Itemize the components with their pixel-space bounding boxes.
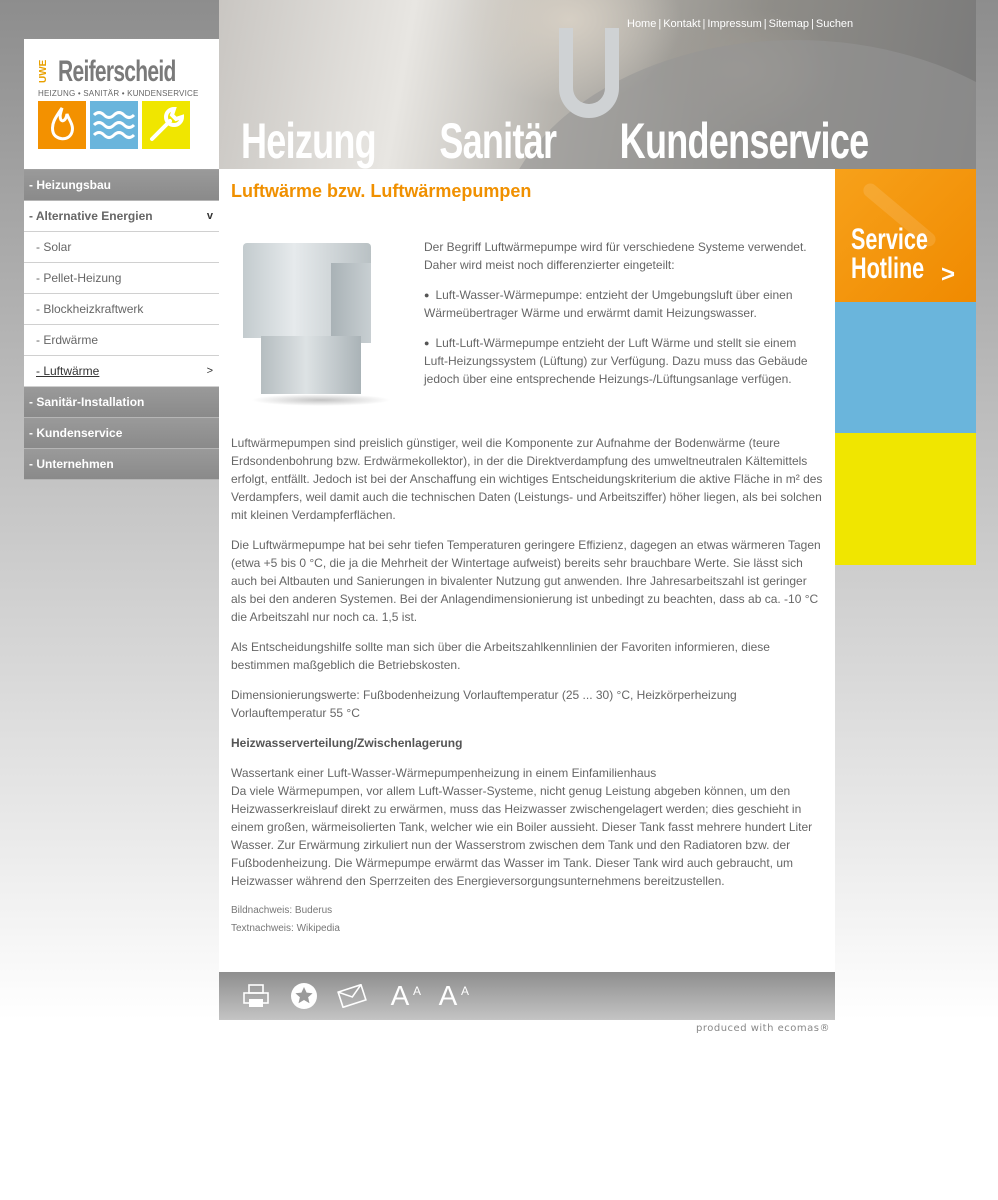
top-nav-sitemap[interactable]: Sitemap xyxy=(768,18,809,30)
email-icon[interactable] xyxy=(337,981,367,1011)
top-nav-home[interactable]: Home xyxy=(627,18,657,30)
bullet-luft-wasser: ● Luft-Wasser-Wärmepumpe: entzieht der Umgebungsluft über einen Wärmeübertrager Wärme und erwärmt damit Heizungswasser. xyxy=(231,286,823,322)
image-credit: Bildnachweis: Buderus xyxy=(231,905,333,916)
main-content xyxy=(219,169,835,972)
print-icon[interactable] xyxy=(241,981,271,1011)
sidebar-nav xyxy=(24,170,219,480)
header-banner xyxy=(219,0,976,169)
service-hotline-banner[interactable] xyxy=(835,169,976,302)
sidebar-item-unternehmen[interactable]: - Unternehmen xyxy=(24,449,219,480)
headline-kundenservice: Kundenservice xyxy=(619,113,869,169)
heat-pump-image xyxy=(231,238,401,428)
font-increase-icon[interactable]: A A xyxy=(438,980,469,1011)
water-icon xyxy=(90,101,138,149)
subheading-heizwasser: Heizwasserverteilung/Zwischenlagerung xyxy=(231,736,463,750)
logo-tagline: HEIZUNG • SANITÄR • KUNDENSERVICE xyxy=(38,89,199,98)
sidebar-item-kundenservice[interactable]: - Kundenservice xyxy=(24,418,219,449)
top-nav-impressum[interactable]: Impressum xyxy=(707,18,762,30)
paragraph-effizienz: Die Luftwärmepumpe hat bei sehr tiefen Temperaturen geringere Effizienz, dagegen an etwas wärmeren Tagen (etwa +5 bis 0 °C, die ja die Mehrheit der Wintertage aufweist) bereits sehr brauchbare Werte. Sie lässt sich auch bei Altbauten und Sanierungen in bivalenter Nutzung gut anwenden. Ihre Jahresarbeitszahl ist geringer als bei den anderen Systemen. Bei der Anlagendimensionierung ist unbedingt zu beachten, dass ab ca. -10 °C die Arbeitszahl nur noch ca. 1,5 ist. xyxy=(231,538,821,624)
paragraph-dimensionierung: Dimensionierungswerte: Fußbodenheizung Vorlauftemperatur (25 ... 30) °C, Heizkörperheizung Vorlauftemperatur 55 °C xyxy=(231,688,737,720)
footer-credit[interactable]: produced with ecomas® xyxy=(696,1023,830,1034)
pipe-illustration xyxy=(559,28,619,118)
sidebar-item-heizungsbau[interactable]: - Heizungsbau xyxy=(24,170,219,201)
yellow-panel xyxy=(835,433,976,565)
arrow-right-icon: > xyxy=(941,261,956,288)
headline-sanitaer: Sanitär xyxy=(439,113,557,169)
sidebar-item-pellet-heizung[interactable]: - Pellet-Heizung xyxy=(24,263,219,294)
top-nav-kontakt[interactable]: Kontakt xyxy=(663,18,701,30)
page-title: Luftwärme bzw. Luftwärmepumpen xyxy=(231,181,532,201)
chevron-down-icon: v xyxy=(206,210,213,222)
headline-heizung: Heizung xyxy=(241,113,376,169)
paragraph-wassertank: Wassertank einer Luft-Wasser-Wärmepumpenheizung in einem Einfamilienhaus Da viele Wärmepumpen, vor allem Luft-Wasser-Systeme, nicht genug Leistung abgeben können, um den Heizwasserkreislauf direkt zu erwärmen, muss das Heizwasser zwischengelagert werden; dies geschieht in einem großen, wärmeisolierten Tank, welcher wie ein Boiler aussieht. Dieser Tank fasst mehrere hundert Liter Wasser. Zur Erwärmung zirkuliert nun der Wasserstrom zwischen dem Tank und den Radiatoren bzw. der Fußbodenheizung. Die Wärmepumpe erwärmt das Wasser im Tank. Dieser Tank wird auch gebraucht, um Heizwasser während den Sperrzeiten des Energieversorgungsunternehmens bereitzustellen. xyxy=(231,766,813,888)
sidebar-item-blockheizkraftwerk[interactable]: - Blockheizkraftwerk xyxy=(24,294,219,325)
paragraph-preis: Luftwärmepumpen sind preislich günstiger, weil die Komponente zur Aufnahme der Bodenwärme (teure Erdsondenbohrung bzw. Erdwärmekollektor), in der die Direktverdampfung des umweltneutralen Kältemittels erfolgt, entfällt. Jedoch ist bei der Anschaffung ein wichtiges Entscheidungskriterium die aktive Fläche in m² des Verdampfers, weil damit auch die technischen Daten (Leistungs- und Arbeitsziffer) höher liegen, als bei solchen mit kleinen Verdampferflächen. xyxy=(231,436,823,522)
bookmark-star-icon[interactable] xyxy=(289,981,319,1011)
paragraph-entscheidung: Als Entscheidungshilfe sollte man sich über die Arbeitszahlkennlinien der Favoriten informieren, diese bestimmen maßgeblich die Betriebskosten. xyxy=(231,640,770,672)
logo-prefix: UWE xyxy=(38,59,49,83)
company-logo[interactable] xyxy=(24,39,219,169)
page-toolbar xyxy=(219,972,835,1020)
logo-name: Reiferscheid xyxy=(58,55,176,88)
intro-paragraph: Der Begriff Luftwärmepumpe wird für verschiedene Systeme verwendet. Daher wird meist noch differenzierter eingeteilt: xyxy=(424,240,807,272)
blue-panel xyxy=(835,302,976,433)
header-headline xyxy=(241,112,932,169)
hotline-text: Service Hotline xyxy=(851,223,928,285)
sidebar-item-solar[interactable]: - Solar xyxy=(24,232,219,263)
text-credit: Textnachweis: Wikipedia xyxy=(231,923,340,934)
bullet-luft-luft: ● Luft-Luft-Wärmepumpe entzieht der Luft Wärme und stellt sie einem Luft-Heizungssystem (Lüftung) zur Verfügung. Dazu muss das Gebäude jedoch über eine entsprechende Heizungs-/Lüftungsanlage verfügen. xyxy=(231,334,823,388)
font-decrease-icon[interactable]: A A xyxy=(390,980,421,1011)
flame-icon xyxy=(38,101,86,149)
sidebar-item-erdwaerme[interactable]: - Erdwärme xyxy=(24,325,219,356)
wrench-icon xyxy=(142,101,190,149)
chevron-right-icon: > xyxy=(206,365,213,377)
top-nav: Home | Kontakt | Impressum | Sitemap | Suchen xyxy=(627,18,854,30)
sidebar-item-sanitaer-installation[interactable]: - Sanitär-Installation xyxy=(24,387,219,418)
sidebar-item-luftwaerme[interactable]: - Luftwärme > xyxy=(24,356,219,387)
top-nav-suchen[interactable]: Suchen xyxy=(815,18,854,30)
sidebar-item-alternative-energien[interactable]: - Alternative Energien v xyxy=(24,201,219,232)
